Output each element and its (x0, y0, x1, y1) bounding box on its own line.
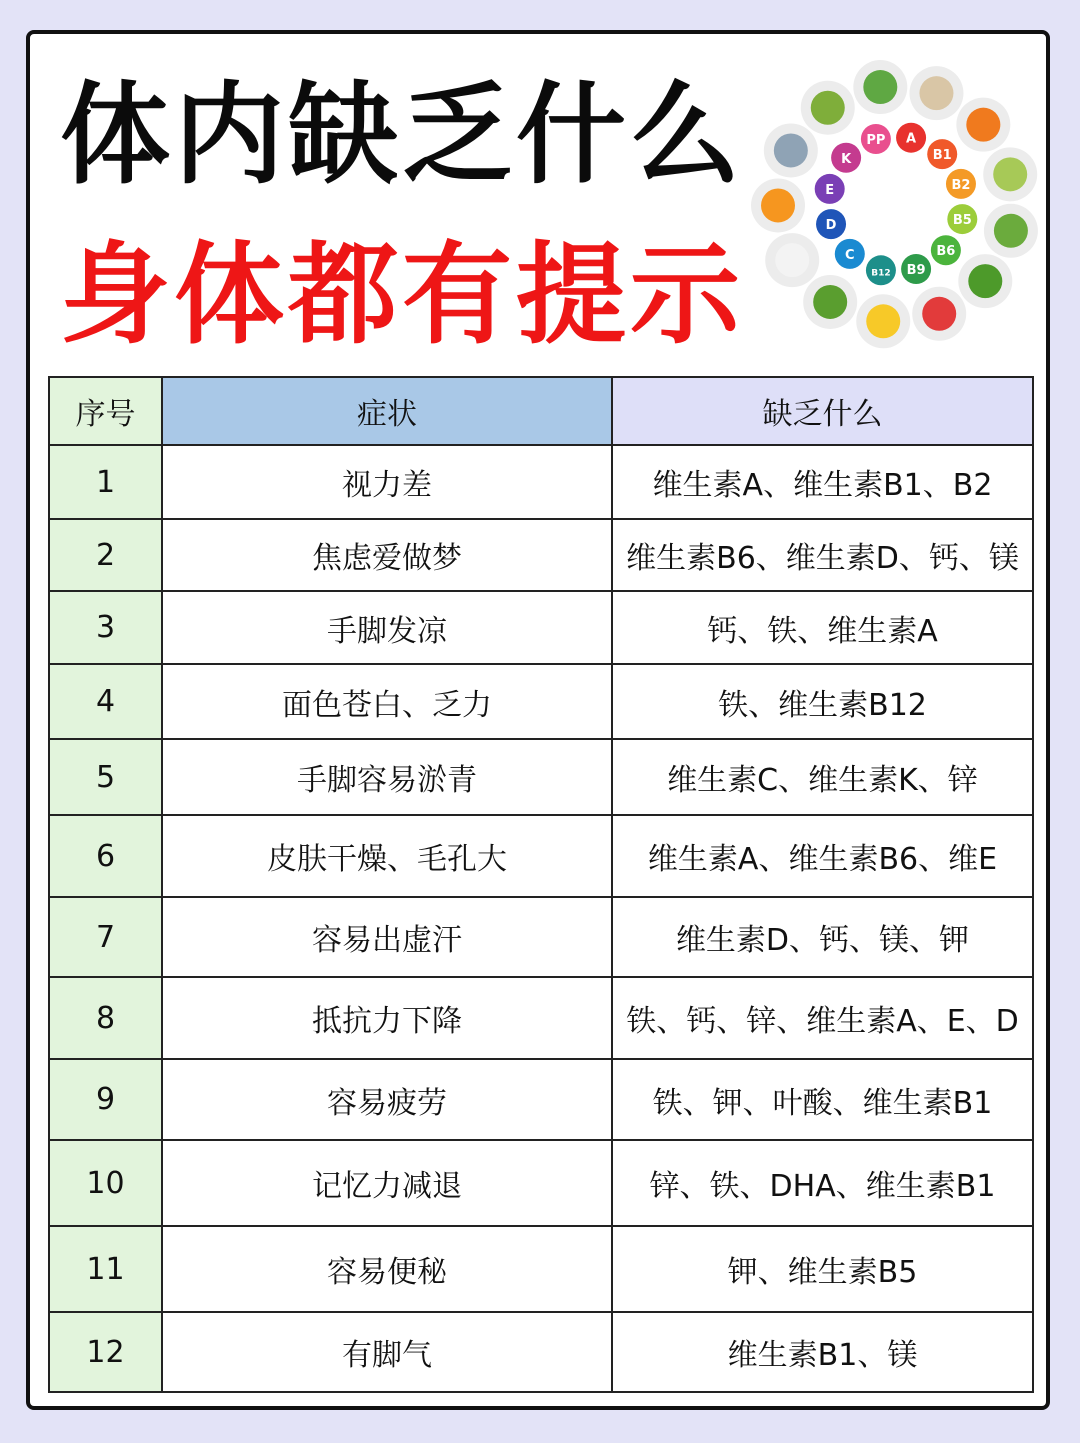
table-row (49, 815, 1033, 897)
row-lacking: 维生素B1、镁 (612, 1312, 1033, 1392)
row-number: 7 (49, 897, 162, 977)
row-number: 1 (49, 445, 162, 519)
row-lacking: 铁、钙、锌、维生素A、E、D (612, 977, 1033, 1059)
row-number: 4 (49, 664, 162, 739)
table-header-row (49, 377, 1033, 445)
row-symptom: 容易疲劳 (162, 1059, 612, 1140)
poster-card (26, 30, 1050, 1410)
row-symptom: 抵抗力下降 (162, 977, 612, 1059)
row-number: 2 (49, 519, 162, 591)
vitamin-label: PP (866, 133, 886, 149)
row-number: 3 (49, 591, 162, 664)
table-row (49, 519, 1033, 591)
fish-cheese-icon (774, 133, 808, 167)
row-symptom: 面色苍白、乏力 (162, 664, 612, 739)
table-row (49, 977, 1033, 1059)
row-number: 10 (49, 1140, 162, 1226)
table-row (49, 1140, 1033, 1226)
row-lacking: 钾、维生素B5 (612, 1226, 1033, 1312)
symptom-table (48, 376, 1034, 1393)
row-symptom: 手脚容易淤青 (162, 739, 612, 815)
vitamin-label: K (841, 151, 852, 167)
radish-icon (922, 297, 956, 331)
broccoli-icon (968, 264, 1002, 298)
vitamin-label: B12 (871, 268, 891, 279)
header-number: 序号 (49, 377, 162, 445)
vitamin-label: B9 (906, 262, 926, 278)
food-ring (751, 60, 1038, 348)
table-row (49, 445, 1033, 519)
table-row (49, 1226, 1033, 1312)
broccoli2-icon (813, 285, 847, 319)
mushroom-icon (919, 76, 953, 110)
row-lacking: 铁、钾、叶酸、维生素B1 (612, 1059, 1033, 1140)
lettuce-icon (863, 70, 897, 104)
row-symptom: 焦虑爱做梦 (162, 519, 612, 591)
row-number: 6 (49, 815, 162, 897)
row-number: 11 (49, 1226, 162, 1312)
vitamin-label: B5 (952, 213, 972, 229)
row-symptom: 皮肤干燥、毛孔大 (162, 815, 612, 897)
row-number: 5 (49, 739, 162, 815)
vitamin-ring (815, 123, 978, 286)
vitamin-label: C (845, 247, 855, 263)
orange-icon (761, 188, 795, 222)
milk-egg-icon (775, 243, 809, 277)
row-lacking: 维生素C、维生素K、锌 (612, 739, 1033, 815)
vitamin-label: B6 (936, 244, 956, 260)
row-symptom: 视力差 (162, 445, 612, 519)
vitamin-label: A (906, 131, 917, 147)
table-row (49, 739, 1033, 815)
row-lacking: 维生素D、钙、镁、钾 (612, 897, 1033, 977)
header-symptom: 症状 (162, 377, 612, 445)
row-symptom: 手脚发凉 (162, 591, 612, 664)
header-lacking: 缺乏什么 (612, 377, 1033, 445)
vitamin-label: B2 (951, 177, 971, 193)
vitamin-label: B1 (932, 148, 952, 164)
row-symptom: 有脚气 (162, 1312, 612, 1392)
vitamin-food-illustration (746, 54, 1046, 354)
row-number: 8 (49, 977, 162, 1059)
title-line-2: 身体都有提示 (60, 231, 744, 359)
vitamin-label: D (825, 218, 837, 234)
row-lacking: 铁、维生素B12 (612, 664, 1033, 739)
table-row (49, 897, 1033, 977)
row-symptom: 容易便秘 (162, 1226, 612, 1312)
row-number: 12 (49, 1312, 162, 1392)
banana-strawberry-icon (866, 304, 900, 338)
avocado-icon (811, 91, 845, 125)
row-lacking: 维生素A、维生素B1、B2 (612, 445, 1033, 519)
table-row (49, 591, 1033, 664)
carrot-tomato-icon (966, 108, 1000, 142)
row-lacking: 锌、铁、DHA、维生素B1 (612, 1140, 1033, 1226)
row-lacking: 维生素A、维生素B6、维E (612, 815, 1033, 897)
zucchini-peas-icon (993, 157, 1027, 191)
row-symptom: 容易出虚汗 (162, 897, 612, 977)
row-lacking: 维生素B6、维生素D、钙、镁 (612, 519, 1033, 591)
title-line-1: 体内缺乏什么 (60, 71, 744, 199)
table-row (49, 1059, 1033, 1140)
row-number: 9 (49, 1059, 162, 1140)
vitamin-label: E (825, 182, 835, 198)
row-symptom: 记忆力减退 (162, 1140, 612, 1226)
cabbage-icon (994, 214, 1028, 248)
row-lacking: 钙、铁、维生素A (612, 591, 1033, 664)
table-row (49, 1312, 1033, 1392)
table-row (49, 664, 1033, 739)
